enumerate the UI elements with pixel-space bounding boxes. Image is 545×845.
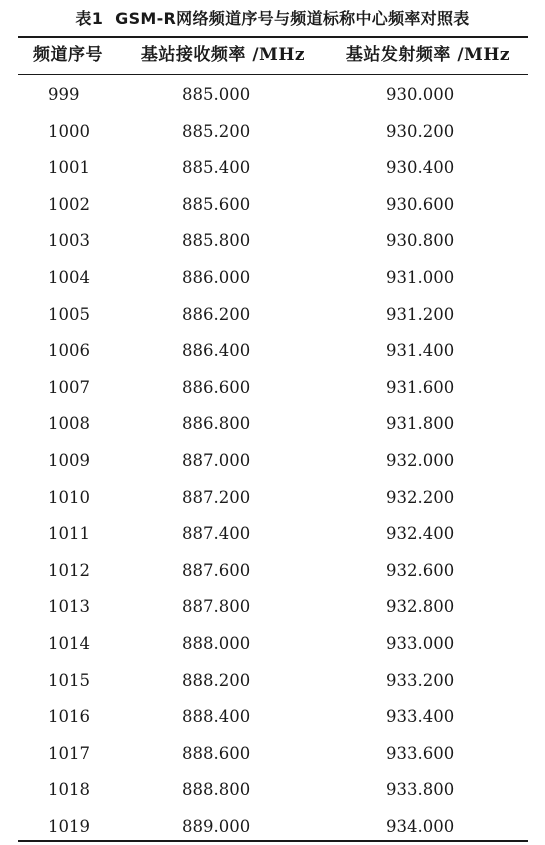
cell-transmit-frequency: 932.000 [386, 450, 455, 470]
table-header-rule [18, 74, 528, 75]
cell-channel-number: 1007 [48, 377, 90, 397]
table-row [18, 223, 528, 260]
cell-transmit-frequency: 932.600 [386, 560, 455, 580]
cell-channel-number: 1016 [48, 707, 90, 727]
cell-receive-frequency: 889.000 [182, 816, 251, 836]
cell-transmit-frequency: 933.000 [386, 633, 455, 653]
cell-channel-number: 1003 [48, 231, 90, 251]
cell-receive-frequency: 886.800 [182, 414, 251, 434]
cell-receive-frequency: 886.600 [182, 377, 251, 397]
cell-transmit-frequency: 933.600 [386, 743, 455, 763]
cell-receive-frequency: 887.400 [182, 524, 251, 544]
cell-transmit-frequency: 931.800 [386, 414, 455, 434]
cell-receive-frequency: 885.000 [182, 85, 251, 104]
cell-channel-number: 1011 [48, 524, 90, 544]
cell-channel-number: 1019 [48, 816, 90, 836]
table-body [18, 77, 528, 845]
table-bottom-rule [18, 840, 528, 842]
cell-receive-frequency: 885.600 [182, 194, 251, 214]
cell-transmit-frequency: 930.200 [386, 121, 455, 141]
cell-receive-frequency: 885.800 [182, 231, 251, 251]
cell-channel-number: 999 [48, 85, 80, 104]
cell-transmit-frequency: 932.400 [386, 524, 455, 544]
table-row [18, 150, 528, 187]
table-row [18, 699, 528, 736]
table-row [18, 772, 528, 809]
cell-transmit-frequency: 933.800 [386, 780, 455, 800]
cell-channel-number: 1014 [48, 633, 90, 653]
cell-transmit-frequency: 930.000 [386, 85, 455, 104]
cell-channel-number: 1018 [48, 780, 90, 800]
cell-receive-frequency: 887.600 [182, 560, 251, 580]
cell-receive-frequency: 885.200 [182, 121, 251, 141]
cell-receive-frequency: 886.200 [182, 304, 251, 324]
table-row [18, 516, 528, 553]
cell-transmit-frequency: 933.400 [386, 707, 455, 727]
table-row [18, 626, 528, 663]
cell-channel-number: 1004 [48, 267, 90, 287]
cell-transmit-frequency: 931.600 [386, 377, 455, 397]
cell-receive-frequency: 887.200 [182, 487, 251, 507]
table-title: GSM-R网络频道序号与频道标称中心频率对照表 [115, 9, 470, 28]
table-row [18, 406, 528, 443]
table-row [18, 480, 528, 517]
cell-channel-number: 1015 [48, 670, 90, 690]
cell-receive-frequency: 888.400 [182, 707, 251, 727]
table-row [18, 333, 528, 370]
table-row [18, 187, 528, 224]
table-header-row [18, 37, 528, 74]
table-row [18, 553, 528, 590]
cell-channel-number: 1000 [48, 121, 90, 141]
cell-receive-frequency: 888.000 [182, 633, 251, 653]
cell-transmit-frequency: 934.000 [386, 816, 455, 836]
cell-receive-frequency: 886.400 [182, 341, 251, 361]
cell-channel-number: 1006 [48, 341, 90, 361]
cell-transmit-frequency: 930.400 [386, 158, 455, 178]
table-caption [0, 8, 545, 30]
table-row [18, 443, 528, 480]
cell-transmit-frequency: 931.200 [386, 304, 455, 324]
cell-transmit-frequency: 931.400 [386, 341, 455, 361]
cell-receive-frequency: 886.000 [182, 267, 251, 287]
cell-receive-frequency: 888.200 [182, 670, 251, 690]
table-row [18, 736, 528, 773]
cell-transmit-frequency: 932.800 [386, 597, 455, 617]
cell-channel-number: 1012 [48, 560, 90, 580]
cell-channel-number: 1008 [48, 414, 90, 434]
cell-transmit-frequency: 932.200 [386, 487, 455, 507]
table-row [18, 297, 528, 334]
cell-channel-number: 1010 [48, 487, 90, 507]
cell-channel-number: 1017 [48, 743, 90, 763]
cell-channel-number: 1002 [48, 194, 90, 214]
cell-channel-number: 1013 [48, 597, 90, 617]
table-row [18, 663, 528, 700]
cell-receive-frequency: 887.800 [182, 597, 251, 617]
column-header-transmit-frequency: 基站发射频率 /MHz [345, 45, 511, 65]
cell-receive-frequency: 888.600 [182, 743, 251, 763]
cell-transmit-frequency: 931.000 [386, 267, 455, 287]
table-number: 表1 [75, 9, 104, 28]
table-row [18, 589, 528, 626]
cell-transmit-frequency: 930.800 [386, 231, 455, 251]
cell-transmit-frequency: 930.600 [386, 194, 455, 214]
cell-channel-number: 1009 [48, 450, 90, 470]
cell-channel-number: 1005 [48, 304, 90, 324]
column-header-receive-frequency: 基站接收频率 /MHz [140, 45, 306, 65]
cell-receive-frequency: 887.000 [182, 450, 251, 470]
cell-channel-number: 1001 [48, 158, 90, 178]
cell-receive-frequency: 888.800 [182, 780, 251, 800]
cell-receive-frequency: 885.400 [182, 158, 251, 178]
table-row [18, 114, 528, 151]
table-row [18, 370, 528, 407]
column-header-channel: 频道序号 [33, 45, 103, 65]
cell-transmit-frequency: 933.200 [386, 670, 455, 690]
table-row [18, 260, 528, 297]
table-row [18, 77, 528, 114]
